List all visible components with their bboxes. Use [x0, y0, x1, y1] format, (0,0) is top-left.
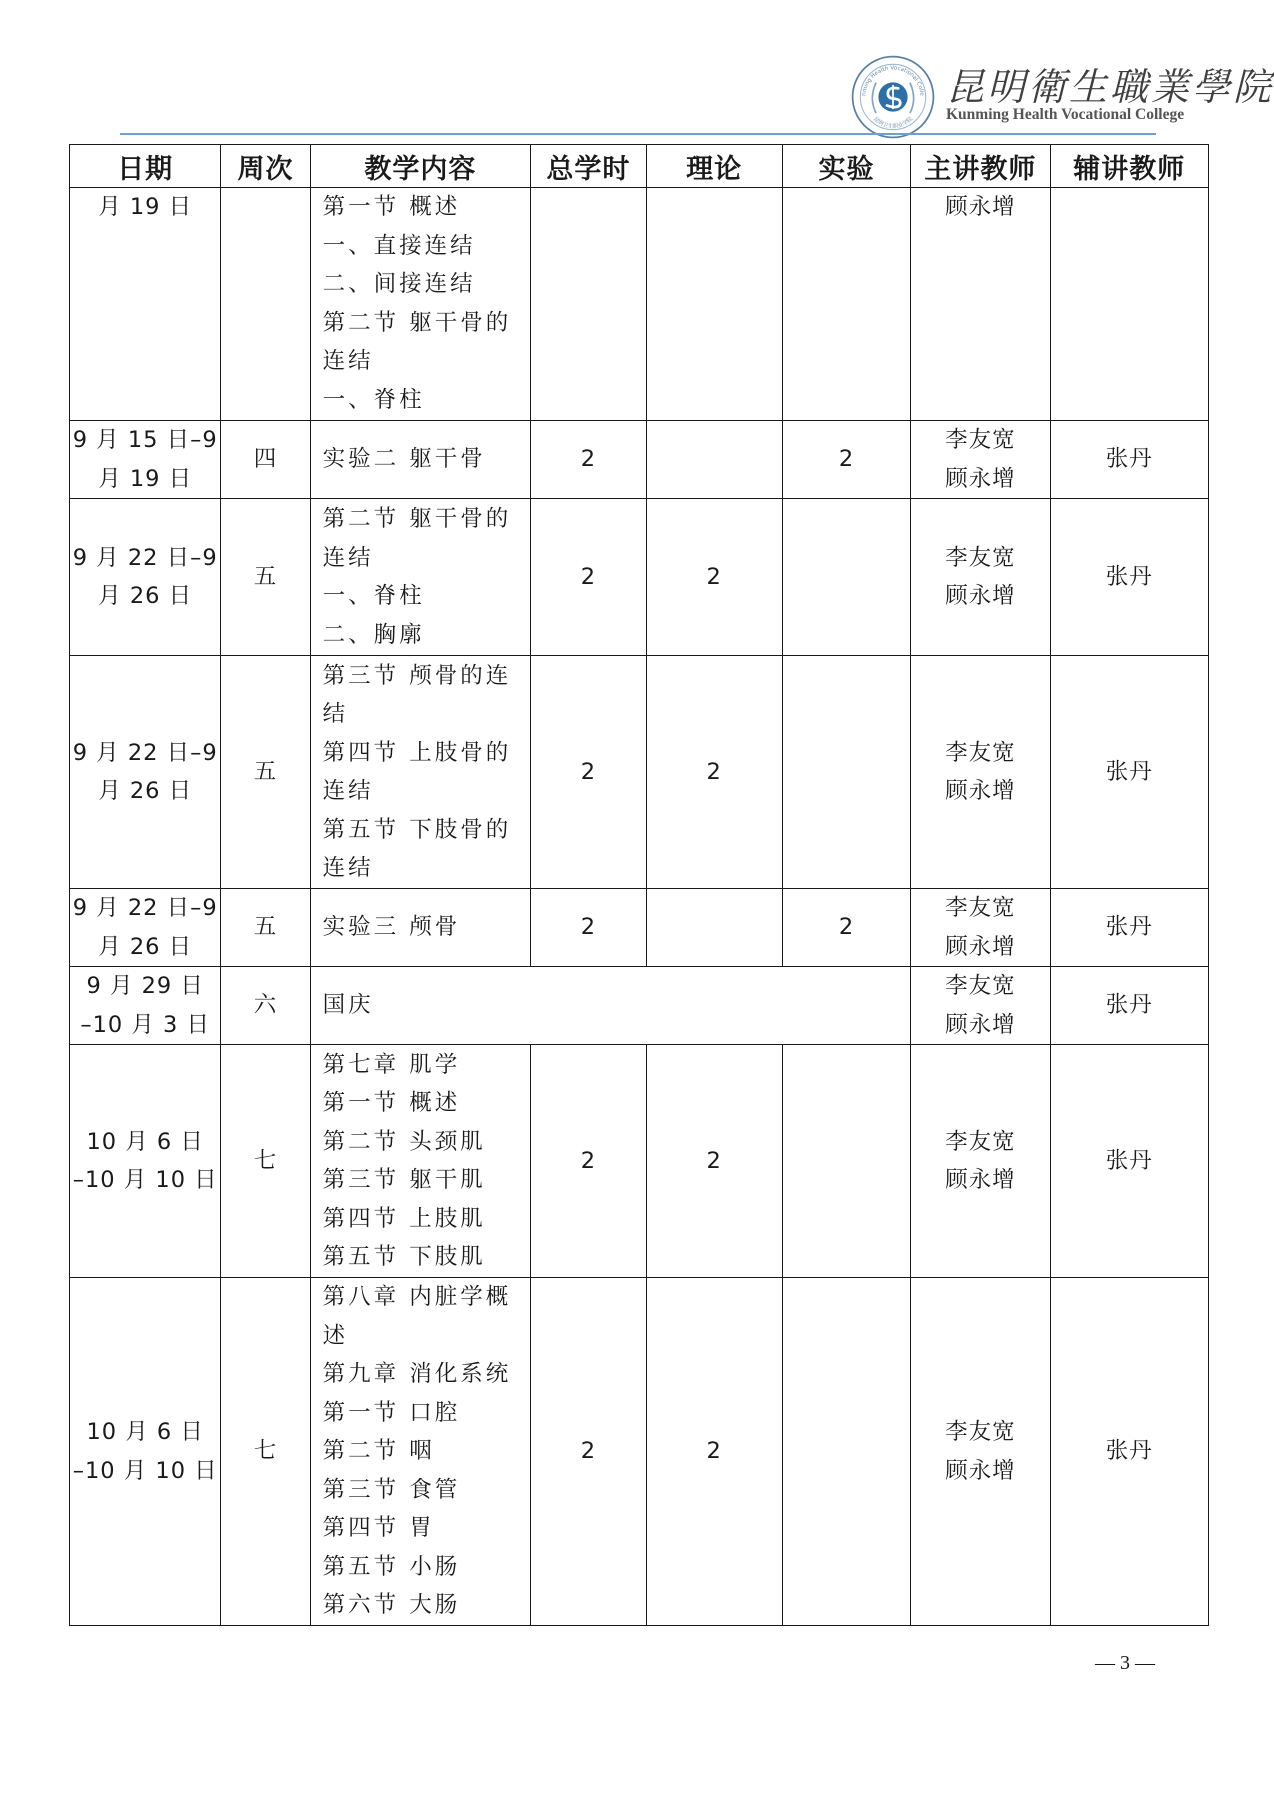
table-row — [70, 1045, 1209, 1278]
header-divider — [120, 133, 1156, 135]
lecturer-cell: 李友宽 顾永增 — [911, 967, 1050, 1045]
header-lab: 实验 — [782, 145, 910, 188]
logo-ring-text-bottom: 昆明卫生职业学院 — [871, 116, 915, 131]
theory-cell: 2 — [646, 1045, 782, 1278]
theory-cell: 2 — [646, 499, 782, 656]
lab-cell — [782, 1278, 910, 1626]
lecturer-cell: 李友宽 顾永增 — [911, 889, 1050, 967]
lab-cell — [782, 656, 910, 889]
lab-cell — [782, 188, 910, 421]
theory-cell — [646, 889, 782, 967]
header-content: 教学内容 — [310, 145, 531, 188]
assistant-cell: 张丹 — [1050, 1045, 1208, 1278]
date-cell: 9 月 22 日–9 月 26 日 — [70, 656, 221, 889]
lecturer-cell: 李友宽 顾永增 — [911, 499, 1050, 656]
table-row — [70, 889, 1209, 967]
college-name-english: Kunming Health Vocational College — [946, 106, 1185, 123]
total-hours-cell: 2 — [531, 889, 646, 967]
theory-cell: 2 — [646, 656, 782, 889]
content-cell: 第八章 内脏学概 述 第九章 消化系统 第一节 口腔 第二节 咽 第三节 食管 第四节 胃 第五节 小肠 第六节 大肠 — [310, 1278, 531, 1626]
week-cell: 五 — [221, 889, 310, 967]
week-cell: 四 — [221, 421, 310, 499]
week-cell: 五 — [221, 656, 310, 889]
header-assistant: 辅讲教师 — [1050, 145, 1208, 188]
assistant-cell: 张丹 — [1050, 499, 1208, 656]
table-row — [70, 656, 1209, 889]
assistant-cell: 张丹 — [1050, 656, 1208, 889]
theory-cell — [646, 188, 782, 421]
total-hours-cell: 2 — [531, 421, 646, 499]
content-cell: 第七章 肌学 第一节 概述 第二节 头颈肌 第三节 躯干肌 第四节 上肢肌 第五节 下肢肌 — [310, 1045, 531, 1278]
lecturer-cell: 顾永增 — [911, 188, 1050, 421]
week-cell: 七 — [221, 1045, 310, 1278]
table-row — [70, 188, 1209, 421]
teaching-schedule-table — [69, 144, 1209, 1626]
content-cell: 第二节 躯干骨的 连结 一、脊柱 二、胸廓 — [310, 499, 531, 656]
week-cell: 五 — [221, 499, 310, 656]
content-cell: 实验三 颅骨 — [310, 889, 531, 967]
assistant-cell — [1050, 188, 1208, 421]
header-lecturer: 主讲教师 — [911, 145, 1050, 188]
table-header-row — [70, 145, 1209, 188]
assistant-cell: 张丹 — [1050, 889, 1208, 967]
date-cell: 月 19 日 — [70, 188, 221, 421]
header-theory: 理论 — [646, 145, 782, 188]
assistant-cell: 张丹 — [1050, 1278, 1208, 1626]
total-hours-cell — [531, 188, 646, 421]
content-cell: 第一节 概述 一、直接连结 二、间接连结 第二节 躯干骨的 连结 一、脊柱 — [310, 188, 531, 421]
page-header — [850, 50, 1274, 132]
total-hours-cell: 2 — [531, 656, 646, 889]
lab-cell: 2 — [782, 889, 910, 967]
lab-cell — [782, 1045, 910, 1278]
header-date: 日期 — [70, 145, 221, 188]
holiday-cell: 国庆 — [310, 967, 911, 1045]
header-week: 周次 — [221, 145, 310, 188]
assistant-cell: 张丹 — [1050, 421, 1208, 499]
logo-ring-text-top: nming Health Vocational Colle — [861, 65, 925, 97]
content-cell: 第三节 颅骨的连 结 第四节 上肢骨的 连结 第五节 下肢骨的 连结 — [310, 656, 531, 889]
date-cell: 9 月 29 日 –10 月 3 日 — [70, 967, 221, 1045]
lecturer-cell: 李友宽 顾永增 — [911, 656, 1050, 889]
lab-cell — [782, 499, 910, 656]
total-hours-cell: 2 — [531, 1278, 646, 1626]
date-cell: 10 月 6 日 –10 月 10 日 — [70, 1045, 221, 1278]
lab-cell: 2 — [782, 421, 910, 499]
college-logo-icon — [850, 54, 936, 140]
content-cell: 实验二 躯干骨 — [310, 421, 531, 499]
page-number: — 3 — — [1095, 1652, 1155, 1674]
assistant-cell: 张丹 — [1050, 967, 1208, 1045]
date-cell: 10 月 6 日 –10 月 10 日 — [70, 1278, 221, 1626]
date-cell: 9 月 22 日–9 月 26 日 — [70, 499, 221, 656]
table-row — [70, 967, 1209, 1045]
theory-cell — [646, 421, 782, 499]
date-cell: 9 月 22 日–9 月 26 日 — [70, 889, 221, 967]
date-cell: 9 月 15 日–9 月 19 日 — [70, 421, 221, 499]
lecturer-cell: 李友宽 顾永增 — [911, 421, 1050, 499]
table-row — [70, 499, 1209, 656]
header-total-hours: 总学时 — [531, 145, 646, 188]
total-hours-cell: 2 — [531, 1045, 646, 1278]
theory-cell: 2 — [646, 1278, 782, 1626]
week-cell: 七 — [221, 1278, 310, 1626]
college-name-chinese: 昆明衛生職業學院 — [946, 65, 1274, 109]
lecturer-cell: 李友宽 顾永增 — [911, 1045, 1050, 1278]
lecturer-cell: 李友宽 顾永增 — [911, 1278, 1050, 1626]
table-row — [70, 421, 1209, 499]
week-cell — [221, 188, 310, 421]
week-cell: 六 — [221, 967, 310, 1045]
total-hours-cell: 2 — [531, 499, 646, 656]
table-row — [70, 1278, 1209, 1626]
